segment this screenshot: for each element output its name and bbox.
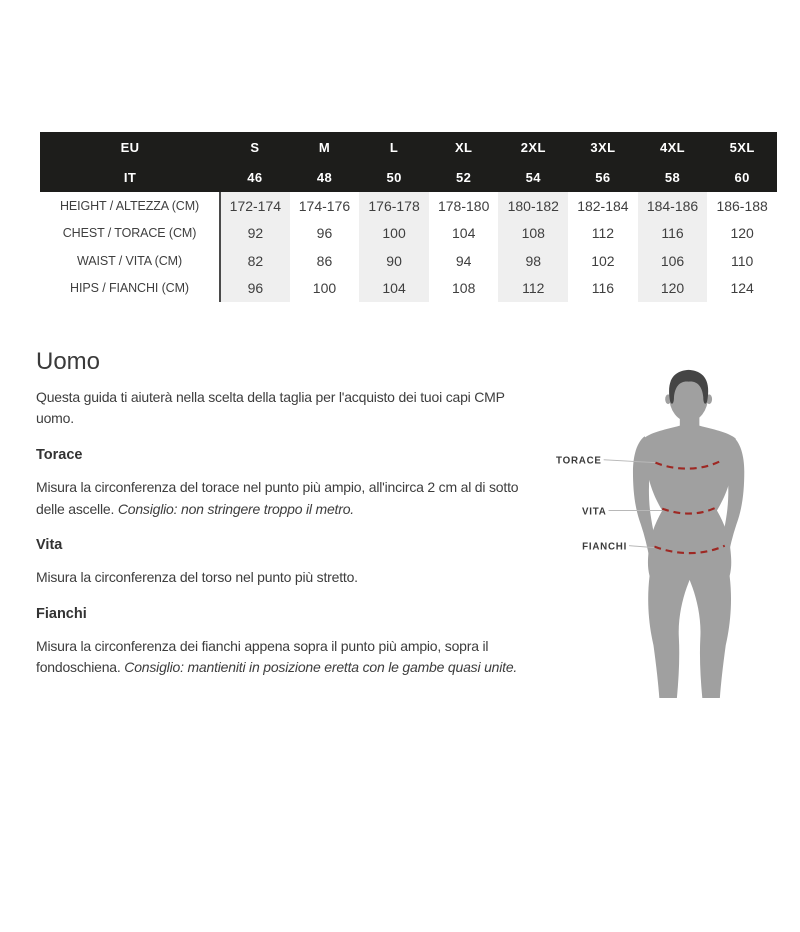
guide-text-column: [36, 348, 546, 703]
value-cell: 102: [591, 252, 615, 269]
value-cell: 180-182: [507, 197, 559, 214]
value-cell: 96: [220, 275, 290, 303]
value-cell: 120: [660, 280, 685, 297]
size-2xl: 2XL: [498, 132, 568, 162]
fianchi-tip: Consiglio: mantieniti in posizione eretta con le gambe quasi unite.: [124, 659, 518, 676]
chest-row: [40, 220, 777, 248]
size-4xl: 4XL: [638, 132, 708, 162]
it-size-58: 58: [638, 162, 708, 192]
torace-tip: Consiglio: non stringere troppo il metro.: [117, 500, 354, 517]
row-label-hips: HIPS / FIANCHI (CM): [40, 275, 220, 303]
size-chart-body: [40, 192, 777, 302]
measurement-figure: [546, 348, 800, 703]
fianchi-text: Misura la circonferenza dei fianchi appena sopra il punto più ampio, sopra il fondoschiena.: [36, 637, 489, 676]
value-cell: 98: [525, 252, 542, 269]
size-5xl: 5XL: [707, 132, 777, 162]
it-size-48: 48: [290, 162, 360, 192]
guide-section: [36, 348, 800, 703]
it-sizes-row: [40, 162, 777, 192]
paragraph-fianchi: [36, 636, 546, 679]
value-cell: 108: [521, 225, 545, 242]
value-cell: 176-178: [368, 197, 420, 214]
value-cell: 82: [220, 247, 290, 275]
page-title: Uomo: [36, 348, 101, 375]
value-cell: 124: [730, 280, 754, 297]
value-cell: 104: [382, 280, 406, 297]
value-cell: 116: [661, 225, 684, 242]
value-cell: 94: [455, 252, 472, 269]
value-cell: 174-176: [298, 197, 351, 214]
value-cell: 100: [382, 225, 406, 242]
chest-label: TORACE: [556, 455, 602, 467]
value-cell: 112: [591, 225, 615, 242]
row-label-height: HEIGHT / ALTEZZA (CM): [40, 192, 220, 220]
it-size-54: 54: [498, 162, 568, 192]
male-silhouette-diagram: [546, 366, 800, 698]
it-size-60: 60: [707, 162, 777, 192]
vita-text: Misura la circonferenza del torso nel punto più stretto.: [36, 569, 358, 586]
it-size-46: 46: [220, 162, 290, 192]
value-cell: 108: [452, 280, 476, 297]
hips-label: FIANCHI: [582, 541, 628, 553]
value-cell: 112: [522, 280, 545, 297]
row-label-chest: CHEST / TORACE (CM): [40, 220, 220, 248]
heading-fianchi: Fianchi: [36, 605, 87, 622]
eu-label: EU: [40, 132, 220, 162]
size-guide-page: [0, 132, 800, 703]
size-chart-table: [40, 132, 777, 302]
waist-row: [40, 247, 777, 275]
size-s: S: [220, 132, 290, 162]
guide-intro: Questa guida ti aiuterà nella scelta della taglia per l'acquisto dei tuoi capi CMP uomo.: [36, 388, 505, 427]
size-xl: XL: [429, 132, 499, 162]
it-size-50: 50: [359, 162, 429, 192]
value-cell: 90: [386, 252, 402, 269]
heading-vita: Vita: [36, 537, 63, 554]
value-cell: 186-188: [716, 197, 768, 214]
value-cell: 184-186: [646, 197, 699, 214]
value-cell: 116: [591, 280, 615, 297]
heading-torace: Torace: [36, 447, 83, 464]
value-cell: 92: [220, 220, 290, 248]
size-chart-header: [40, 132, 777, 192]
size-l: L: [359, 132, 429, 162]
value-cell: 106: [660, 252, 685, 269]
row-label-waist: WAIST / VITA (CM): [40, 247, 220, 275]
paragraph-torace: [36, 477, 546, 520]
it-size-56: 56: [568, 162, 638, 192]
torace-text: Misura la circonferenza del torace nel punto più ampio, all'incirca 2 cm al di sotto delle ascelle.: [36, 479, 519, 517]
size-m: M: [290, 132, 360, 162]
waist-label: VITA: [581, 506, 607, 518]
value-cell: 86: [316, 252, 333, 269]
size-3xl: 3XL: [568, 132, 638, 162]
it-size-52: 52: [429, 162, 499, 192]
value-cell: 120: [730, 225, 754, 242]
value-cell: 104: [452, 225, 476, 242]
value-cell: 100: [312, 280, 337, 297]
value-cell: 110: [730, 252, 754, 269]
value-cell: 178-180: [437, 197, 490, 214]
value-cell: 96: [316, 225, 333, 242]
it-label: IT: [40, 162, 220, 192]
value-cell: 182-184: [577, 197, 629, 214]
height-row: [40, 192, 777, 220]
hips-row: [40, 275, 777, 303]
eu-sizes-row: [40, 132, 777, 162]
value-cell: 172-174: [220, 192, 290, 220]
paragraph-vita: [36, 567, 546, 589]
